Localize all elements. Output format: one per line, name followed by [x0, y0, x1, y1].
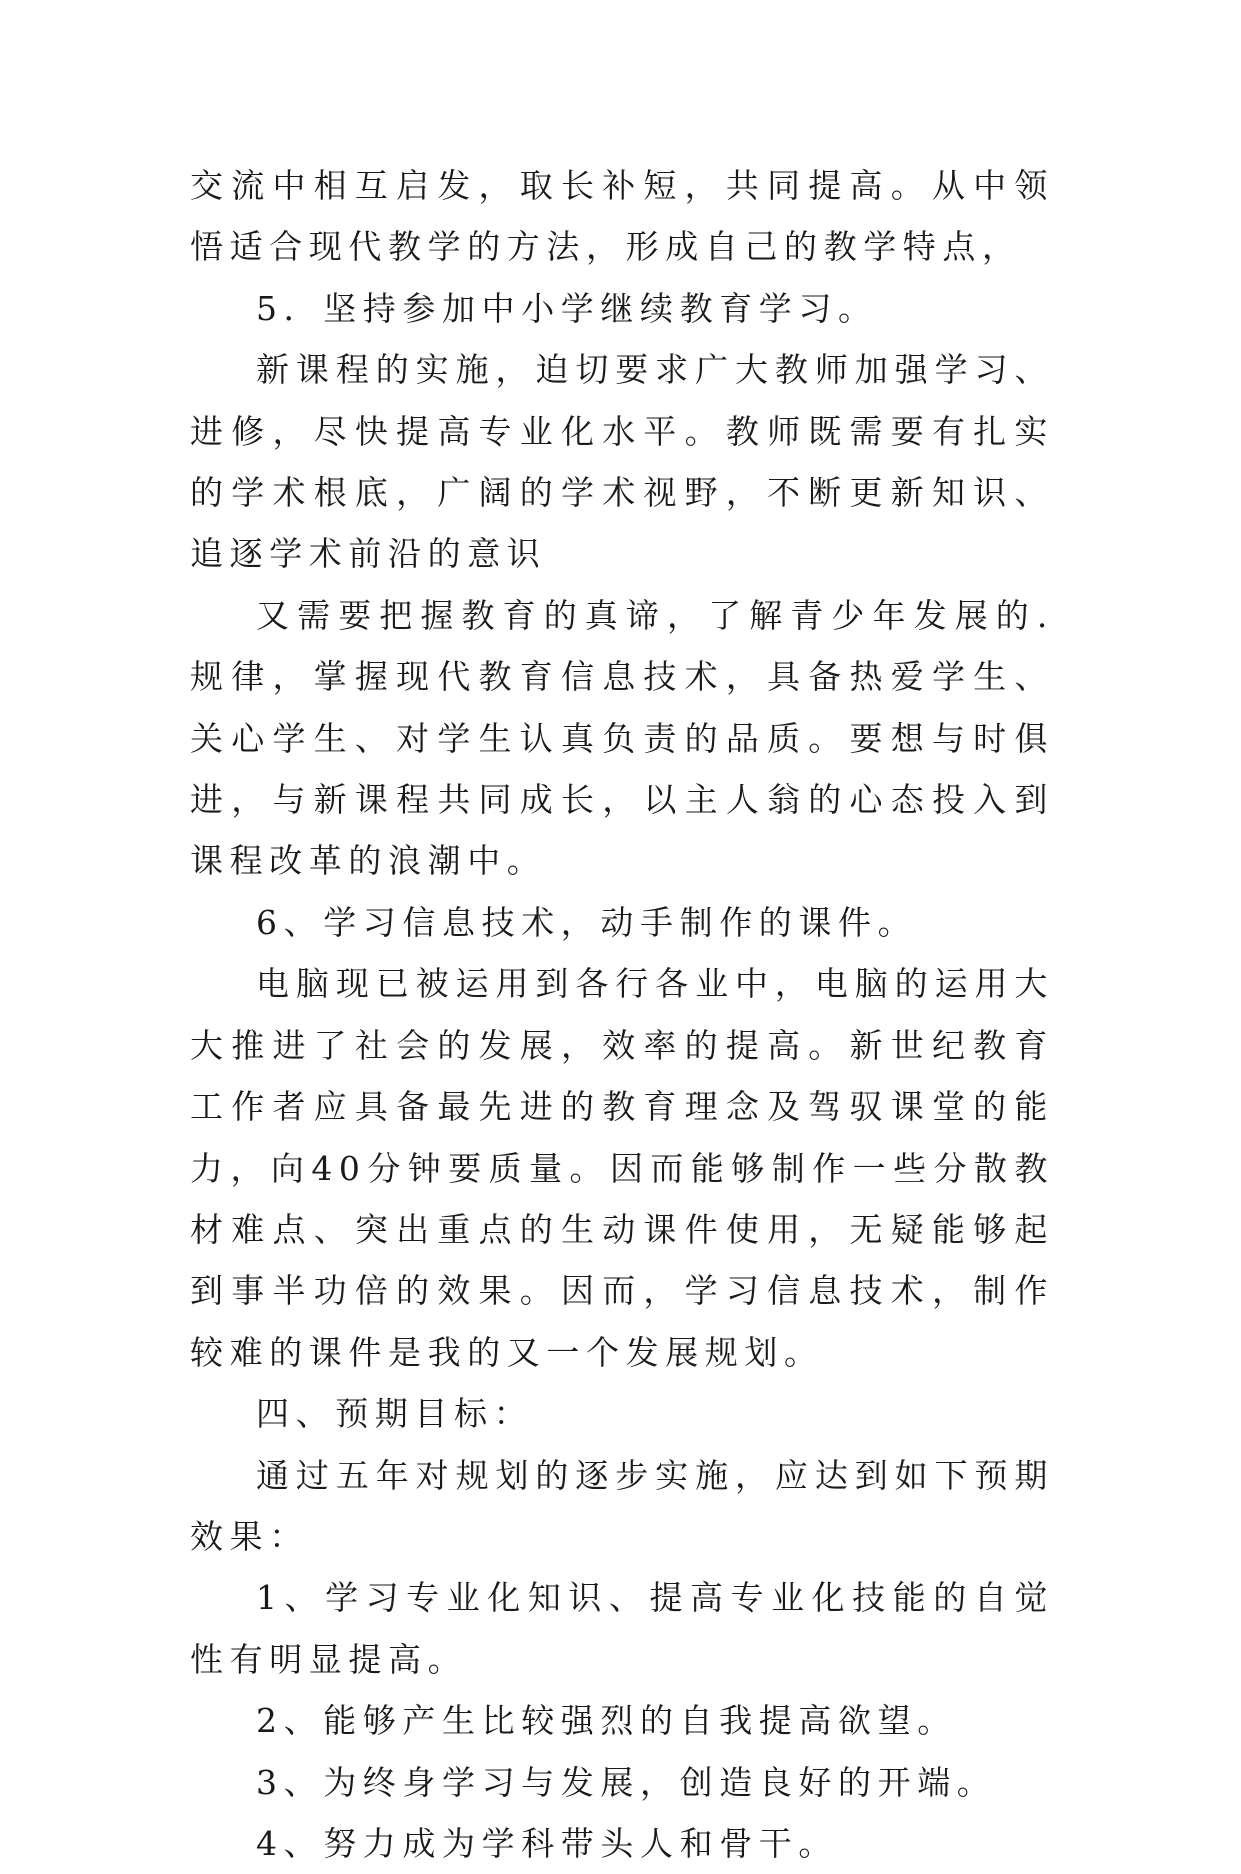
list-item: 1、学习专业化知识、提高专业化技能的自觉性有明显提高。 [190, 1578, 1054, 1679]
paragraph: 新课程的实施，迫切要求广大教师加强学习、进修，尽快提高专业化水平。教师既需要有扎实的学术根底，广阔的学术视野，不断更新知识、追逐学术前沿的意识 [190, 350, 1054, 574]
paragraph: 电脑现已被运用到各行各业中，电脑的运用大大推进了社会的发展，效率的提高。新世纪教育工作者应具备最先进的教育理念及驾驭课堂的能力，向40分钟要质量。因而能够制作一些分散教材难点、突出重点的生动课件使用，无疑能够起到事半功倍的效果。因而，学习信息技术，制作较难的课件是我的又一个发展规划。 [190, 964, 1054, 1372]
paragraph: 通过五年对规划的逐步实施，应达到如下预期效果： [190, 1455, 1054, 1556]
list-item: 4、努力成为学科带头人和骨干。 [256, 1823, 838, 1863]
paragraph: 交流中相互启发，取长补短，共同提高。从中领悟适合现代教学的方法，形成自己的教学特点， [190, 166, 1054, 267]
paragraph: 6、学习信息技术，动手制作的课件。 [256, 902, 918, 942]
paragraph: 5．坚持参加中小学继续教育学习。 [256, 288, 878, 328]
list-item: 3、为终身学习与发展，创造良好的开端。 [256, 1762, 997, 1802]
paragraph: 又需要把握教育的真谛，了解青少年发展的.规律，掌握现代教育信息技术，具备热爱学生、关心学生、对学生认真负责的品质。要想与时俱进，与新课程共同成长，以主人翁的心态投入到课程改革的浪潮中。 [190, 595, 1054, 881]
list-item: 2、能够产生比较强烈的自我提高欲望。 [256, 1701, 957, 1741]
section-heading: 四、预期目标： [256, 1394, 534, 1434]
document-body [190, 155, 1054, 1874]
